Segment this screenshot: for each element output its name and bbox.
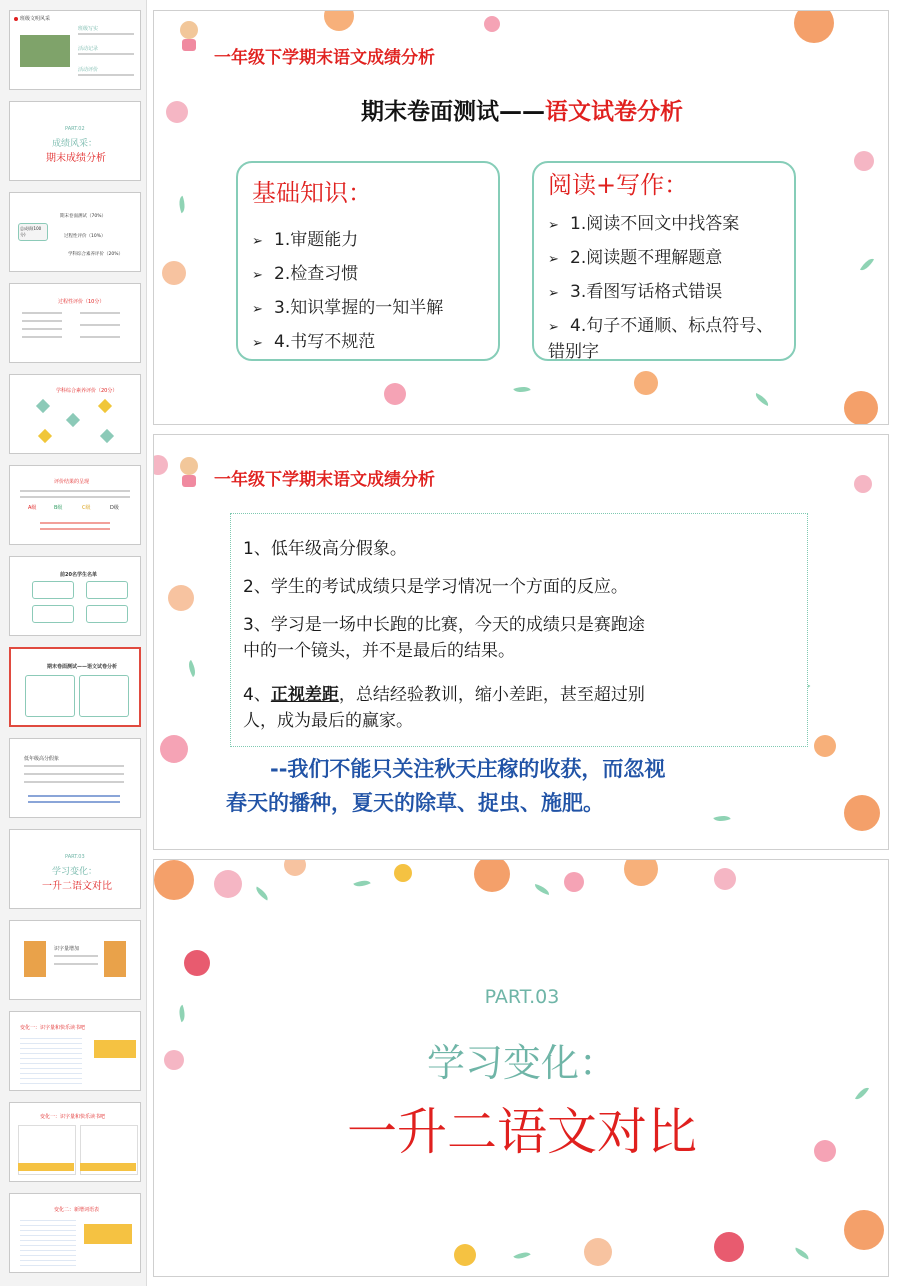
flower-decoration [154, 860, 194, 900]
panel-title: 基础知识： [252, 179, 372, 207]
leaf-decoration [513, 1248, 530, 1262]
flower-decoration [394, 864, 412, 882]
leaf-decoration [793, 1247, 810, 1259]
points-box [230, 513, 808, 747]
thumb-title: 变化二：新增词语表 [54, 1207, 100, 1213]
text-line [40, 522, 110, 524]
flower-decoration [284, 859, 306, 876]
name-box [86, 605, 128, 623]
thumb-item: 期末卷面测试（70%） [60, 214, 107, 219]
bullet-dot [14, 17, 18, 21]
flower-decoration [454, 1244, 476, 1266]
slide-thumbnail-13[interactable] [9, 1102, 141, 1182]
text-line [54, 955, 98, 957]
point-4-continued: 人，成为最后的赢家。 [243, 711, 413, 731]
leaf-decoration [753, 393, 770, 406]
flower-decoration [160, 735, 188, 763]
list-item: ➢ 4.书写不规范 [252, 332, 376, 352]
slide-thumbnail-11[interactable] [9, 920, 141, 1000]
section-title: 一升二语文对比 [347, 1103, 697, 1161]
flower-decoration [324, 10, 354, 31]
word-table [20, 1034, 82, 1088]
flower-decoration [168, 585, 194, 611]
leaf-decoration [353, 877, 370, 890]
flower-decoration [214, 870, 242, 898]
thumb-line1: 学习变化： [52, 867, 98, 877]
thumb-item: 过程性评价（10%） [64, 234, 106, 239]
hex-shape [66, 413, 80, 427]
text-line [24, 773, 124, 775]
text-line [24, 781, 124, 783]
text-line [80, 324, 120, 326]
title-red: 语文试卷分析 [545, 99, 683, 125]
panel-title: 阅读+写作： [548, 171, 689, 199]
quote-line-1: --我们不能只关注秋天庄稼的收获，而忽视 [270, 757, 666, 781]
flower-decoration [844, 1210, 884, 1250]
slide-thumbnail-6[interactable] [9, 465, 141, 545]
thumb-title: 前20名学生名单 [60, 572, 97, 578]
section-subtitle: 学习变化： [426, 1041, 617, 1085]
leaf-decoration [713, 812, 730, 824]
thumb-title: 过程性评价（10分） [58, 299, 105, 305]
flower-decoration [714, 868, 736, 890]
emphasis-text: 正视差距 [270, 685, 339, 705]
highlight-box [94, 1040, 136, 1058]
point-4: 4、正视差距，总结经验教训，缩小差距，甚至超过别 [243, 685, 645, 705]
hex-shape [36, 399, 50, 413]
list-item-continued: 错别字 [548, 342, 599, 362]
thumb-total: 总成绩(100分) [20, 226, 42, 237]
panel-box [79, 675, 129, 717]
slide-thumbnail-5[interactable] [9, 374, 141, 454]
slide-thumbnail-3[interactable] [9, 192, 141, 272]
list-item: ➢ 2.阅读题不理解题意 [548, 248, 723, 268]
slide-1 [153, 10, 889, 425]
panel-box [25, 675, 75, 717]
book-cover [24, 941, 46, 977]
quote-line-2: 春天的播种，夏天的除草、捉虫、施肥。 [226, 791, 604, 815]
flower-decoration [384, 383, 406, 405]
thumb-title: 评价结果的呈现 [54, 479, 90, 485]
thumb-item: 学科综合素养评价（20%） [68, 252, 124, 257]
text-line [40, 528, 110, 530]
flower-decoration [162, 261, 186, 285]
leaf-decoration [253, 886, 270, 900]
list-item: ➢ 3.看图写话格式错误 [548, 282, 723, 302]
name-box [32, 605, 74, 623]
grade-label: B级 [54, 505, 63, 511]
thumb-text: 活动记录 [78, 46, 99, 52]
text-line [78, 33, 134, 35]
label-bar [80, 1163, 136, 1171]
thumb-title: 低年级高分假象 [24, 756, 60, 762]
name-box [32, 581, 74, 599]
slide-3 [153, 859, 889, 1277]
slide-thumbnail-2[interactable] [9, 101, 141, 181]
book-cover [104, 941, 126, 977]
list-item: ➢ 4.句子不通顺、标点符号、 [548, 316, 774, 336]
flower-decoration [854, 151, 874, 171]
name-box [86, 581, 128, 599]
text-line [22, 320, 62, 322]
slide-thumbnail-9[interactable] [9, 738, 141, 818]
hex-shape [38, 429, 52, 443]
slide-header: 一年级下学期末语文成绩分析 [214, 470, 435, 490]
point-2: 2、学生的考试成绩只是学习情况一个方面的反应。 [243, 577, 628, 597]
grade-label: A级 [28, 505, 37, 511]
flower-decoration [184, 950, 210, 976]
flower-decoration [794, 10, 834, 43]
slide-thumbnail-12[interactable] [9, 1011, 141, 1091]
flower-decoration [844, 795, 880, 831]
girl-mascot-icon [174, 21, 204, 51]
hex-shape [98, 399, 112, 413]
thumb-text: 活动评价 [78, 67, 99, 73]
slide-thumbnail-7[interactable] [9, 556, 141, 636]
text-line [80, 312, 120, 314]
grade-label: D级 [110, 505, 119, 511]
thumb-text: 班级文明风采 [20, 16, 51, 22]
list-item: ➢ 1.审题能力 [252, 230, 359, 250]
text-line [22, 328, 62, 330]
thumb-title: 学科综合素养评价（20分） [56, 388, 118, 394]
hex-shape [100, 429, 114, 443]
slide-thumbnail-8[interactable] [9, 647, 141, 727]
thumb-title: 变化一：识字量和快乐读书吧 [40, 1114, 106, 1120]
point-3-continued: 中的一个镜头，并不是最后的结果。 [243, 641, 515, 661]
girl-mascot-icon [174, 457, 204, 487]
text-line [24, 765, 124, 767]
point-3: 3、学习是一场中长跑的比赛，今天的成绩只是赛跑途 [243, 615, 645, 635]
leaf-decoration [860, 256, 874, 273]
point-1: 1、低年级高分假象。 [243, 539, 407, 559]
thumb-title: 期末卷面测试——语文试卷分析 [47, 664, 118, 670]
slide-title [154, 93, 889, 126]
slide-header: 一年级下学期末语文成绩分析 [214, 48, 435, 68]
class-photo [20, 35, 70, 67]
part-label: PART.03 [484, 986, 560, 1008]
flower-decoration [564, 872, 584, 892]
slide-2 [153, 434, 889, 850]
slide-thumbnail-14[interactable] [9, 1193, 141, 1273]
grade-label: C级 [82, 505, 91, 511]
thumb-part: PART.02 [65, 126, 85, 132]
list-item: ➢ 1.阅读不回文中找答案 [548, 214, 740, 234]
thumb-part: PART.03 [65, 854, 85, 860]
leaf-decoration [533, 884, 550, 895]
highlight-box [84, 1224, 132, 1244]
basic-knowledge-panel [236, 161, 500, 361]
flower-decoration [474, 859, 510, 892]
title-black: 期末卷面测试—— [361, 99, 545, 125]
flower-decoration [624, 859, 658, 886]
thumb-text: 班级写实 [78, 26, 99, 32]
slide-thumbnail-panel [0, 0, 147, 1286]
reading-writing-panel [532, 161, 796, 361]
flower-decoration [714, 1232, 744, 1262]
text-line [20, 496, 130, 498]
text-line [78, 74, 134, 76]
word-table [20, 1216, 76, 1266]
slide-thumbnail-10[interactable] [9, 829, 141, 909]
flower-decoration [634, 371, 658, 395]
flower-decoration [584, 1238, 612, 1266]
text-line [22, 312, 62, 314]
flower-decoration [854, 475, 872, 493]
text-line [20, 490, 130, 492]
list-item: ➢ 2.检查习惯 [252, 264, 359, 284]
thumb-line1: 成绩风采： [52, 139, 98, 149]
label-bar [18, 1163, 74, 1171]
leaf-decoration [513, 383, 530, 395]
thumb-line2: 期末成绩分析 [46, 153, 106, 164]
flower-decoration [484, 16, 500, 32]
thumb-title: 识字量增加 [54, 946, 80, 952]
text-line [22, 336, 62, 338]
text-line [28, 801, 120, 803]
slide-thumbnail-4[interactable] [9, 283, 141, 363]
flower-decoration [153, 455, 168, 475]
text-line [78, 53, 134, 55]
text-line [28, 795, 120, 797]
thumb-line2: 一升二语文对比 [42, 881, 112, 892]
flower-decoration [814, 735, 836, 757]
leaf-decoration [176, 196, 188, 213]
text-line [80, 336, 120, 338]
flower-decoration [844, 391, 878, 425]
leaf-decoration [185, 660, 199, 677]
text-line [54, 963, 98, 965]
thumb-title: 变化一：识字量和快乐读书吧 [20, 1025, 86, 1031]
slide-thumbnail-1[interactable] [9, 10, 141, 90]
list-item: ➢ 3.知识掌握的一知半解 [252, 298, 444, 318]
